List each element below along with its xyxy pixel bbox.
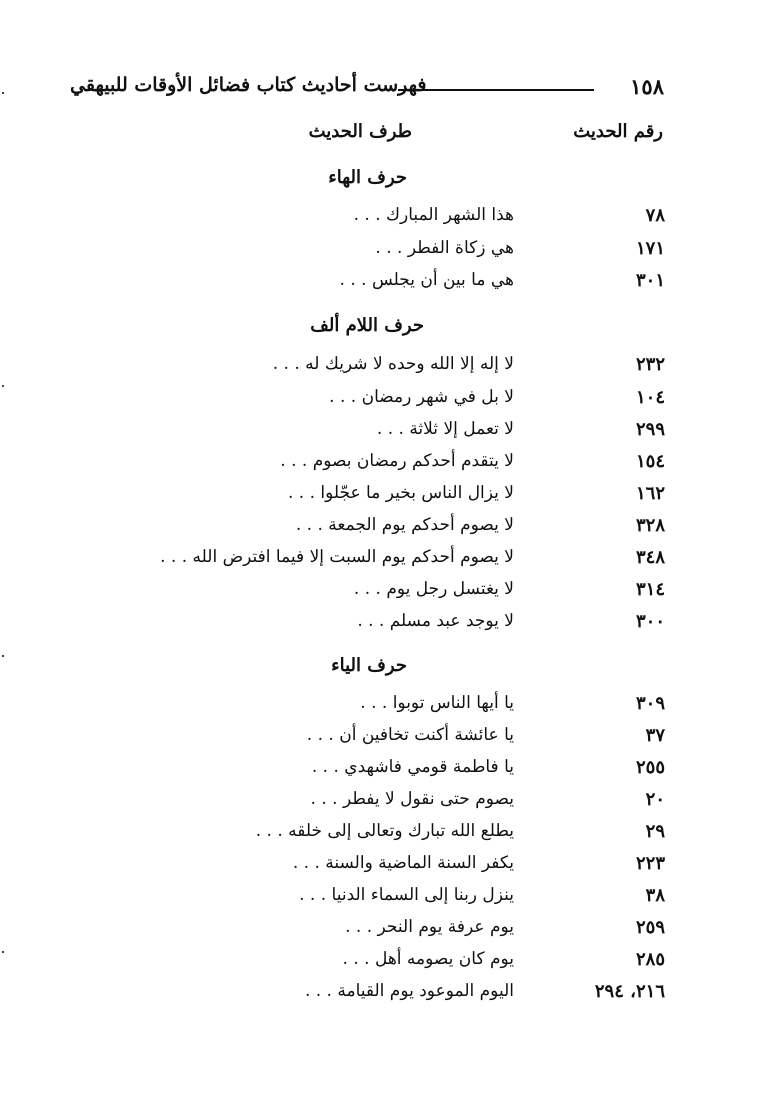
hadith-tarf: هي زكاة الفطر . . . (375, 238, 514, 258)
index-row (0, 917, 757, 947)
index-row (0, 693, 757, 723)
hadith-number: ٢٠ (645, 789, 665, 810)
running-title: فهرست أحاديث كتاب فضائل الأوقات للبيهقي (70, 74, 427, 96)
hadith-tarf: لا تعمل إلا ثلاثة . . . (376, 419, 514, 439)
hadith-number: ٣٢٨ (635, 515, 665, 536)
hadith-number: ٢٢٣ (635, 853, 665, 874)
number-column-heading: رقم الحديث (573, 121, 663, 142)
scan-speck (2, 385, 4, 387)
hadith-tarf: لا يغتسل رجل يوم . . . (353, 579, 514, 599)
hadith-tarf: يكفر السنة الماضية والسنة . . . (292, 853, 514, 873)
hadith-tarf: يطلع الله تبارك وتعالى إلى خلقه . . . (255, 821, 514, 841)
hadith-number: ٣٨ (645, 885, 665, 906)
scan-speck (2, 92, 4, 94)
index-row (0, 853, 757, 883)
hadith-number: ١٦٢ (635, 483, 665, 504)
hadith-number: ٢٨٥ (635, 949, 665, 970)
hadith-tarf: يصوم حتى نقول لا يفطر . . . (310, 789, 514, 809)
hadith-tarf: يوم عرفة يوم النحر . . . (345, 917, 514, 937)
index-row (0, 949, 757, 979)
index-row (0, 354, 757, 384)
section-title: حرف اللام ألف (310, 315, 424, 336)
hadith-number: ١٧١ (635, 238, 665, 259)
index-row (0, 611, 757, 641)
index-row (0, 821, 757, 851)
index-row (0, 547, 757, 577)
hadith-tarf: لا بل في شهر رمضان . . . (329, 387, 514, 407)
hadith-tarf: هي ما بين أن يجلس . . . (339, 270, 514, 290)
index-row (0, 419, 757, 449)
hadith-tarf: لا يوجد عبد مسلم . . . (357, 611, 514, 631)
index-row (0, 579, 757, 609)
hadith-tarf: يا عائشة أكنت تخافين أن . . . (306, 725, 514, 745)
hadith-number: ١٥٤ (635, 451, 665, 472)
hadith-tarf: اليوم الموعود يوم القيامة . . . (304, 981, 514, 1001)
hadith-number: ٢٩ (645, 821, 665, 842)
hadith-tarf: لا يصوم أحدكم يوم السبت إلا فيما افترض الله . . . (160, 547, 514, 567)
hadith-number: ٣٠١ (635, 270, 665, 291)
index-row (0, 238, 757, 268)
hadith-tarf: لا يتقدم أحدكم رمضان بصوم . . . (280, 451, 514, 471)
index-row (0, 270, 757, 300)
index-row (0, 205, 757, 235)
tarf-column-heading: طرف الحديث (308, 121, 412, 142)
header-rule (398, 89, 594, 91)
index-row (0, 981, 757, 1011)
hadith-number: ٢٥٥ (635, 757, 665, 778)
index-row (0, 885, 757, 915)
scan-speck (2, 655, 4, 657)
hadith-tarf: يوم كان يصومه أهل . . . (342, 949, 514, 969)
hadith-number: ٢٣٢ (635, 354, 665, 375)
index-row (0, 451, 757, 481)
hadith-number: ٣٠٩ (635, 693, 665, 714)
hadith-number: ٧٨ (645, 205, 665, 226)
hadith-tarf: هذا الشهر المبارك . . . (353, 205, 514, 225)
page-header (70, 74, 664, 106)
hadith-tarf: لا يزال الناس بخير ما عجّلوا . . . (287, 483, 514, 503)
index-row (0, 725, 757, 755)
hadith-tarf: لا يصوم أحدكم يوم الجمعة . . . (295, 515, 514, 535)
hadith-number: ٢٩٩ (635, 419, 665, 440)
index-row (0, 483, 757, 513)
index-row (0, 387, 757, 417)
hadith-number: ١٠٤ (635, 387, 665, 408)
index-row (0, 757, 757, 787)
hadith-number: ٣١٤ (635, 579, 665, 600)
hadith-tarf: ينزل ربنا إلى السماء الدنيا . . . (299, 885, 514, 905)
hadith-number: ٢٥٩ (635, 917, 665, 938)
hadith-tarf: لا إله إلا الله وحده لا شريك له . . . (272, 354, 514, 374)
scan-speck (2, 951, 4, 953)
page-number: ١٥٨ (630, 74, 664, 99)
hadith-number: ٣٠٠ (635, 611, 665, 632)
hadith-tarf: يا أيها الناس توبوا . . . (360, 693, 514, 713)
section-title: حرف الياء (331, 655, 407, 676)
hadith-number: ٣٤٨ (635, 547, 665, 568)
hadith-tarf: يا فاطمة قومي فاشهدي . . . (311, 757, 514, 777)
index-row (0, 515, 757, 545)
section-title: حرف الهاء (328, 167, 407, 188)
index-row (0, 789, 757, 819)
hadith-number: ٣٧ (645, 725, 665, 746)
hadith-number: ٢١٦، ٢٩٤ (594, 981, 665, 1002)
